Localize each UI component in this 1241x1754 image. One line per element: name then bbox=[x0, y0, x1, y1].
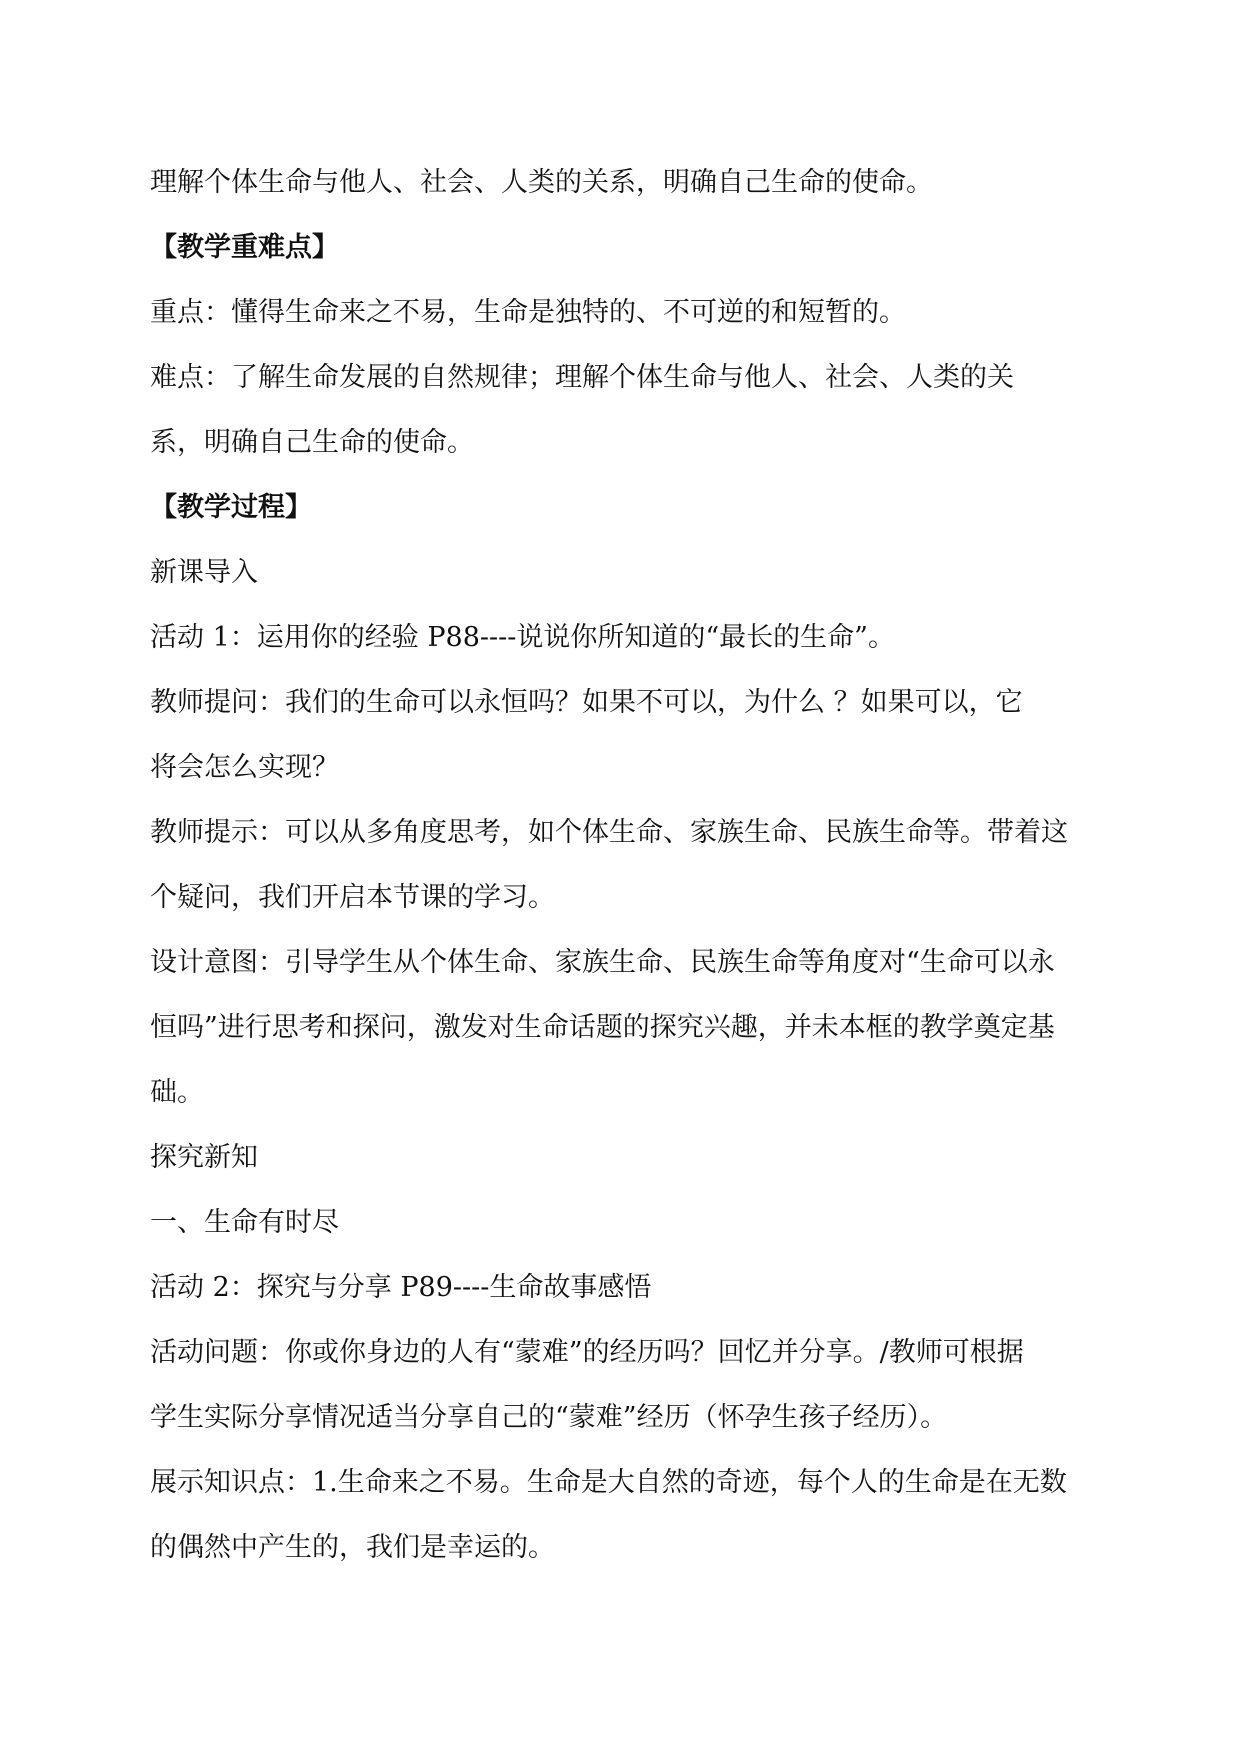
paragraph-difficult-point-line2: 系，明确自己生命的使命。 bbox=[150, 427, 474, 458]
paragraph-knowledge-point-line2: 的偶然中产生的，我们是幸运的。 bbox=[150, 1532, 555, 1563]
paragraph-key-point: 重点：懂得生命来之不易，生命是独特的、不可逆的和短暂的。 bbox=[150, 297, 906, 328]
document-body bbox=[150, 150, 1100, 1580]
paragraph-activity-2: 活动 2：探究与分享 P89----生命故事感悟 bbox=[150, 1272, 652, 1303]
paragraph-design-intent-line1: 设计意图：引导学生从个体生命、家族生命、民族生命等角度对“生命可以永 bbox=[150, 947, 1055, 978]
paragraph-teacher-hint-line1: 教师提示：可以从多角度思考，如个体生命、家族生命、民族生命等。带着这 bbox=[150, 817, 1068, 848]
paragraph-activity-1: 活动 1：运用你的经验 P88----说说你所知道的“最长的生命”。 bbox=[150, 622, 895, 653]
paragraph-knowledge-point-line1: 展示知识点：1.生命来之不易。生命是大自然的奇迹，每个人的生命是在无数 bbox=[150, 1467, 1067, 1498]
paragraph-teacher-question-line2: 将会怎么实现？ bbox=[150, 752, 339, 783]
paragraph-activity-question-line2: 学生实际分享情况适当分享自己的“蒙难”经历（怀孕生孩子经历）。 bbox=[150, 1402, 948, 1433]
paragraph-difficult-point-line1: 难点：了解生命发展的自然规律；理解个体生命与他人、社会、人类的关 bbox=[150, 362, 1014, 393]
paragraph-goal: 理解个体生命与他人、社会、人类的关系，明确自己生命的使命。 bbox=[150, 167, 933, 198]
paragraph-design-intent-line2: 恒吗”进行思考和探问，激发对生命话题的探究兴趣，并未本框的教学奠定基 bbox=[150, 1012, 1055, 1043]
heading-teaching-process: 【教学过程】 bbox=[150, 492, 312, 523]
section-explore-new-knowledge: 探究新知 bbox=[150, 1142, 258, 1173]
paragraph-design-intent-line3: 础。 bbox=[150, 1077, 204, 1108]
section-new-lesson-intro: 新课导入 bbox=[150, 557, 258, 588]
heading-key-difficult-points: 【教学重难点】 bbox=[150, 232, 339, 263]
paragraph-teacher-hint-line2: 个疑问，我们开启本节课的学习。 bbox=[150, 882, 555, 913]
section-life-has-end: 一、生命有时尽 bbox=[150, 1207, 339, 1238]
paragraph-activity-question-line1: 活动问题：你或你身边的人有“蒙难”的经历吗？回忆并分享。/教师可根据 bbox=[150, 1337, 1024, 1368]
paragraph-teacher-question-line1: 教师提问：我们的生命可以永恒吗？如果不可以，为什么 ？如果可以，它 bbox=[150, 687, 1023, 718]
